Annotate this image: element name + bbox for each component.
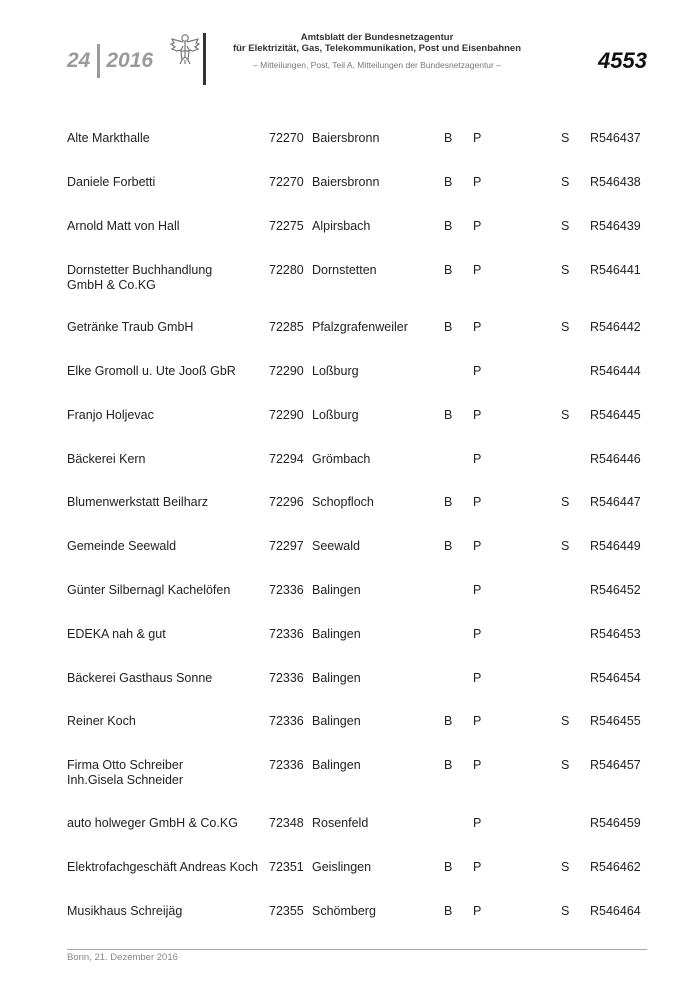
row-flag-b: B: [444, 263, 453, 277]
row-flag-b: B: [444, 175, 453, 189]
row-flag-s: S: [561, 539, 570, 553]
row-flag-p: P: [473, 671, 482, 685]
header-divider: [203, 33, 206, 85]
row-flag-p: P: [473, 175, 482, 189]
row-postcode: 72296: [269, 495, 304, 509]
row-flag-s: S: [561, 219, 570, 233]
row-flag-p: P: [473, 364, 482, 378]
gazette-title: Amtsblatt der Bundesnetzagentur: [300, 32, 454, 43]
row-id: R546455: [590, 714, 641, 728]
footer-date: Bonn, 21. Dezember 2016: [67, 952, 178, 963]
row-flag-p: P: [473, 408, 482, 422]
row-id: R546444: [590, 364, 641, 378]
row-id: R546449: [590, 539, 641, 553]
row-flag-b: B: [444, 904, 453, 918]
federal-eagle-icon: [170, 31, 200, 65]
row-id: R546459: [590, 816, 641, 830]
row-name: Reiner Koch: [67, 714, 136, 728]
row-flag-p: P: [473, 860, 482, 874]
row-postcode: 72270: [269, 175, 304, 189]
row-id: R546453: [590, 627, 641, 641]
row-flag-s: S: [561, 175, 570, 189]
row-flag-p: P: [473, 263, 482, 277]
row-postcode: 72351: [269, 860, 304, 874]
row-flag-p: P: [473, 320, 482, 334]
row-postcode: 72336: [269, 627, 304, 641]
row-flag-b: B: [444, 539, 453, 553]
row-flag-p: P: [473, 714, 482, 728]
row-flag-p: P: [473, 627, 482, 641]
row-id: R546439: [590, 219, 641, 233]
row-name: Gemeinde Seewald: [67, 539, 177, 553]
issue-label: [67, 47, 153, 75]
row-flag-s: S: [561, 860, 570, 874]
row-name: Firma Otto Schreiber Inh.Gisela Schneider: [67, 758, 184, 787]
row-flag-b: B: [444, 131, 453, 145]
row-name: Daniele Forbetti: [67, 175, 156, 189]
row-postcode: 72270: [269, 131, 304, 145]
row-city: Rosenfeld: [312, 816, 369, 830]
row-id: R546446: [590, 452, 641, 466]
row-city: Dornstetten: [312, 263, 377, 277]
row-name: Franjo Holjevac: [67, 408, 154, 422]
row-id: R546441: [590, 263, 641, 277]
row-flag-s: S: [561, 758, 570, 772]
row-name: Blumenwerkstatt Beilharz: [67, 495, 209, 509]
footer-divider: [67, 949, 647, 950]
row-id: R546462: [590, 860, 641, 874]
row-flag-b: B: [444, 495, 453, 509]
row-name: Dornstetter Buchhandlung GmbH & Co.KG: [67, 263, 213, 292]
row-flag-s: S: [561, 131, 570, 145]
row-flag-b: B: [444, 860, 453, 874]
row-flag-p: P: [473, 452, 482, 466]
row-city: Baiersbronn: [312, 131, 380, 145]
row-flag-b: B: [444, 714, 453, 728]
row-id: R546457: [590, 758, 641, 772]
row-name: Günter Silbernagl Kachelöfen: [67, 583, 231, 597]
row-city: Schopfloch: [312, 495, 374, 509]
row-postcode: 72348: [269, 816, 304, 830]
row-flag-p: P: [473, 758, 482, 772]
row-postcode: 72285: [269, 320, 304, 334]
row-name: Bäckerei Gasthaus Sonne: [67, 671, 213, 685]
gazette-title-line2: für Elektrizität, Gas, Telekommunikation, Post und Eisenbahnen: [232, 43, 522, 54]
row-name: EDEKA nah & gut: [67, 627, 166, 641]
row-city: Geislingen: [312, 860, 372, 874]
row-id: R546447: [590, 495, 641, 509]
row-name: Getränke Traub GmbH: [67, 320, 194, 334]
row-city: Loßburg: [312, 364, 359, 378]
row-city: Pfalzgrafenweiler: [312, 320, 408, 334]
row-name: Elke Gromoll u. Ute Jooß GbR: [67, 364, 236, 378]
row-city: Baiersbronn: [312, 175, 380, 189]
row-flag-p: P: [473, 816, 482, 830]
row-id: R546464: [590, 904, 641, 918]
row-id: R546437: [590, 131, 641, 145]
row-postcode: 72290: [269, 408, 304, 422]
row-postcode: 72280: [269, 263, 304, 277]
row-id: R546454: [590, 671, 641, 685]
row-id: R546438: [590, 175, 641, 189]
row-city: Balingen: [312, 583, 361, 597]
row-city: Schömberg: [312, 904, 376, 918]
row-postcode: 72336: [269, 671, 304, 685]
row-id: R546442: [590, 320, 641, 334]
row-postcode: 72290: [269, 364, 304, 378]
row-name: auto holweger GmbH & Co.KG: [67, 816, 238, 830]
row-flag-p: P: [473, 219, 482, 233]
row-postcode: 72297: [269, 539, 304, 553]
row-postcode: 72294: [269, 452, 304, 466]
row-city: Balingen: [312, 671, 361, 685]
row-postcode: 72336: [269, 758, 304, 772]
row-city: Balingen: [312, 714, 361, 728]
row-name: Musikhaus Schreijäg: [67, 904, 183, 918]
row-flag-s: S: [561, 714, 570, 728]
row-postcode: 72355: [269, 904, 304, 918]
row-flag-p: P: [473, 539, 482, 553]
row-flag-s: S: [561, 904, 570, 918]
row-city: Loßburg: [312, 408, 359, 422]
row-id: R546452: [590, 583, 641, 597]
row-postcode: 72275: [269, 219, 304, 233]
row-name: Arnold Matt von Hall: [67, 219, 180, 233]
row-city: Alpirsbach: [312, 219, 371, 233]
row-name: Alte Markthalle: [67, 131, 150, 145]
row-postcode: 72336: [269, 714, 304, 728]
row-city: Balingen: [312, 627, 361, 641]
page-number: 4553: [598, 48, 647, 73]
row-flag-b: B: [444, 219, 453, 233]
row-city: Seewald: [312, 539, 360, 553]
row-city: Grömbach: [312, 452, 371, 466]
row-flag-s: S: [561, 320, 570, 334]
row-flag-s: S: [561, 263, 570, 277]
row-flag-p: P: [473, 583, 482, 597]
row-city: Balingen: [312, 758, 361, 772]
row-id: R546445: [590, 408, 641, 422]
row-flag-p: P: [473, 904, 482, 918]
row-flag-p: P: [473, 131, 482, 145]
row-name: Bäckerei Kern: [67, 452, 146, 466]
row-postcode: 72336: [269, 583, 304, 597]
row-name: Elektrofachgeschäft Andreas Koch: [67, 860, 259, 874]
issue-year: 2016: [106, 49, 154, 72]
row-flag-b: B: [444, 758, 453, 772]
row-flag-s: S: [561, 495, 570, 509]
row-flag-b: B: [444, 320, 453, 334]
row-flag-b: B: [444, 408, 453, 422]
row-flag-p: P: [473, 495, 482, 509]
row-flag-s: S: [561, 408, 570, 422]
issue-divider: [97, 44, 100, 78]
gazette-subtitle: – Mitteilungen, Post, Teil A, Mitteilungen der Bundesnetzagentur –: [253, 60, 501, 70]
issue-number: 24: [67, 49, 91, 72]
